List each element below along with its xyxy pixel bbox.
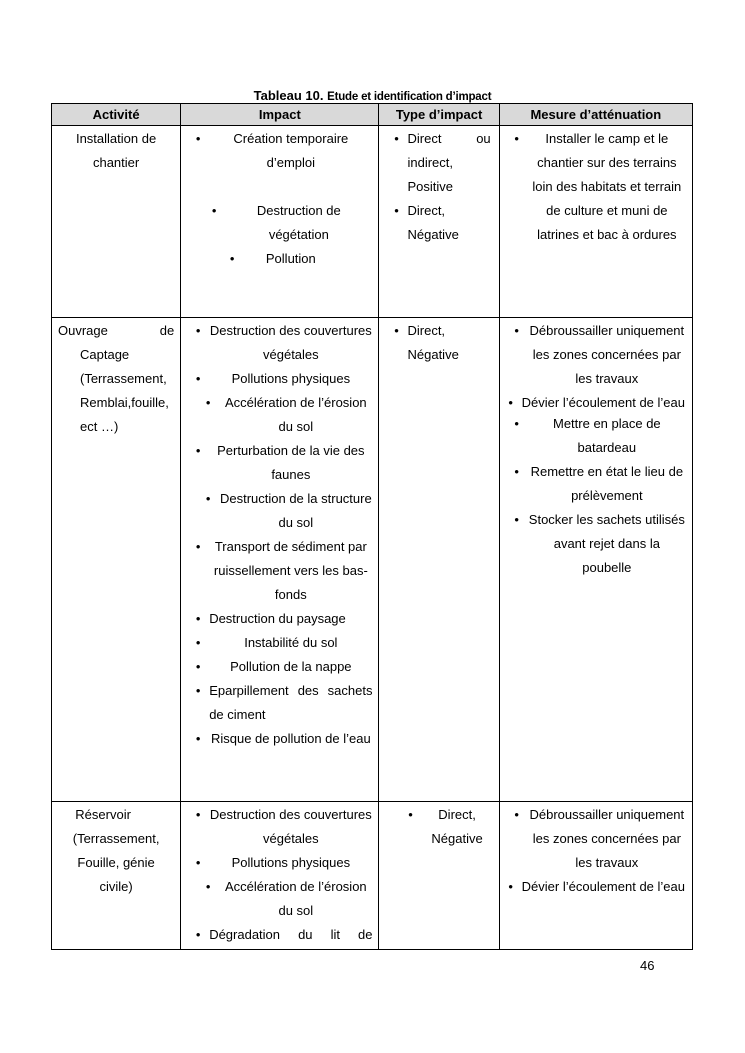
list-item: • Remettre en état le lieu de prélèvement (506, 460, 686, 508)
list-item: • Destruction de la structure du sol (187, 487, 372, 535)
activity-line: Réservoir (75, 807, 131, 822)
activity-line: Remblai,fouille, (80, 395, 169, 410)
table-row (52, 318, 693, 802)
list-item: • Débroussailler uniquement les zones concernées par les travaux (506, 319, 686, 391)
bullet-icon: • (514, 464, 519, 479)
list-item: • Pollution (187, 247, 372, 271)
bullet-icon: • (514, 323, 519, 338)
list-item: • Direct, Négative (385, 199, 490, 247)
header-impact: Impact (181, 104, 379, 126)
impact-table (51, 103, 693, 950)
bullet-icon: • (195, 443, 201, 458)
bullet-icon: • (205, 395, 211, 410)
bullet-icon: • (211, 203, 217, 218)
list-item: • Eparpillement des sachets de ciment (187, 679, 372, 727)
list-item: • Dégradation du lit de (187, 923, 372, 947)
list-item: • Destruction des couvertures végétales (187, 803, 372, 851)
bullet-icon: • (394, 131, 399, 146)
bullet-icon: • (195, 323, 201, 338)
header-mesure: Mesure d’atténuation (499, 104, 692, 126)
bullet-icon: • (229, 251, 235, 266)
activity-line: (Terrassement, (80, 371, 167, 386)
list-item: • Destruction du paysage (187, 607, 372, 631)
list-item: • Accélération de l’érosion du sol (187, 875, 372, 923)
page-number: 46 (640, 958, 655, 973)
table-row (52, 126, 693, 318)
impact-cell (181, 318, 379, 802)
list-item: • Débroussailler uniquement les zones concernées par les travaux (506, 803, 686, 875)
list-item: • Instabilité du sol (187, 631, 372, 655)
activity-cell (52, 802, 181, 950)
mesure-cell (499, 126, 692, 318)
list-item: • Destruction de végétation (187, 199, 372, 247)
activity-line: Ouvrage de (58, 323, 175, 338)
activity-line: Captage (80, 347, 130, 362)
bullet-icon: • (514, 512, 519, 527)
table-header-row (52, 104, 693, 126)
list-item: • Dévier l’écoulement de l’eau (500, 391, 686, 412)
caption-prefix: Tableau 10. (253, 88, 324, 103)
bullet-icon: • (205, 491, 211, 506)
list-item: • Création temporaire d’emploi (187, 127, 372, 175)
bullet-icon: • (195, 131, 201, 146)
activity-line: ect …) (80, 419, 119, 434)
activity-cell (52, 318, 181, 802)
bullet-icon: • (195, 855, 201, 870)
list-item: • Pollutions physiques (187, 367, 372, 391)
header-type: Type d’impact (379, 104, 499, 126)
mesure-cell (499, 802, 692, 950)
list-item: • Pollutions physiques (187, 851, 372, 875)
list-item: • Direct, Négative (385, 319, 458, 367)
list-item: • Mettre en place de batardeau (506, 412, 686, 460)
bullet-icon: • (195, 927, 201, 942)
header-activite: Activité (52, 104, 181, 126)
impact-cell (181, 126, 379, 318)
bullet-icon: • (508, 879, 513, 894)
bullet-icon: • (205, 879, 211, 894)
type-cell (379, 318, 499, 802)
caption-title: Etude et identification d’impact (327, 91, 492, 103)
type-cell (379, 126, 499, 318)
list-item: • Perturbation de la vie des faunes (187, 439, 372, 487)
bullet-icon: • (195, 731, 201, 746)
bullet-icon: • (195, 539, 201, 554)
list-item: • Destruction des couvertures végétales (187, 319, 372, 367)
bullet-icon: • (195, 371, 201, 386)
list-item: • Installer le camp et le chantier sur des terrains loin des habitats et terrain de culture et muni de latrines et bac à ordures (506, 127, 686, 247)
bullet-icon: • (195, 659, 201, 674)
list-item: • Accélération de l’érosion du sol (187, 391, 372, 439)
activity-line: chantier (92, 155, 140, 170)
bullet-icon: • (394, 203, 399, 218)
bullet-icon: • (195, 683, 201, 698)
mesure-cell (499, 318, 692, 802)
table-row (52, 802, 693, 950)
list-item: • Stocker les sachets utilisés avant rejet dans la poubelle (506, 508, 686, 580)
list-item: • Direct, Négative (399, 803, 492, 851)
bullet-icon: • (195, 635, 201, 650)
list-item: • Risque de pollution de l’eau (187, 727, 372, 751)
bullet-icon: • (514, 416, 519, 431)
bullet-icon: • (408, 807, 413, 822)
activity-line: Installation de (75, 131, 157, 146)
bullet-icon: • (394, 323, 399, 338)
bullet-icon: • (195, 807, 201, 822)
type-cell (379, 802, 499, 950)
bullet-icon: • (514, 131, 519, 146)
list-item: • Transport de sédiment par ruissellement vers les bas-fonds (187, 535, 372, 607)
activity-line: Fouille, génie (77, 855, 155, 870)
list-item: • Direct ou indirect, Positive (385, 127, 490, 199)
list-item: • Pollution de la nappe (187, 655, 372, 679)
activity-line: civile) (99, 879, 133, 894)
bullet-icon: • (195, 611, 201, 626)
activity-line: (Terrassement, (72, 831, 160, 846)
bullet-icon: • (508, 395, 513, 410)
impact-cell (181, 802, 379, 950)
list-item: • Dévier l’écoulement de l’eau (500, 875, 686, 896)
bullet-icon: • (514, 807, 519, 822)
activity-cell (52, 126, 181, 318)
